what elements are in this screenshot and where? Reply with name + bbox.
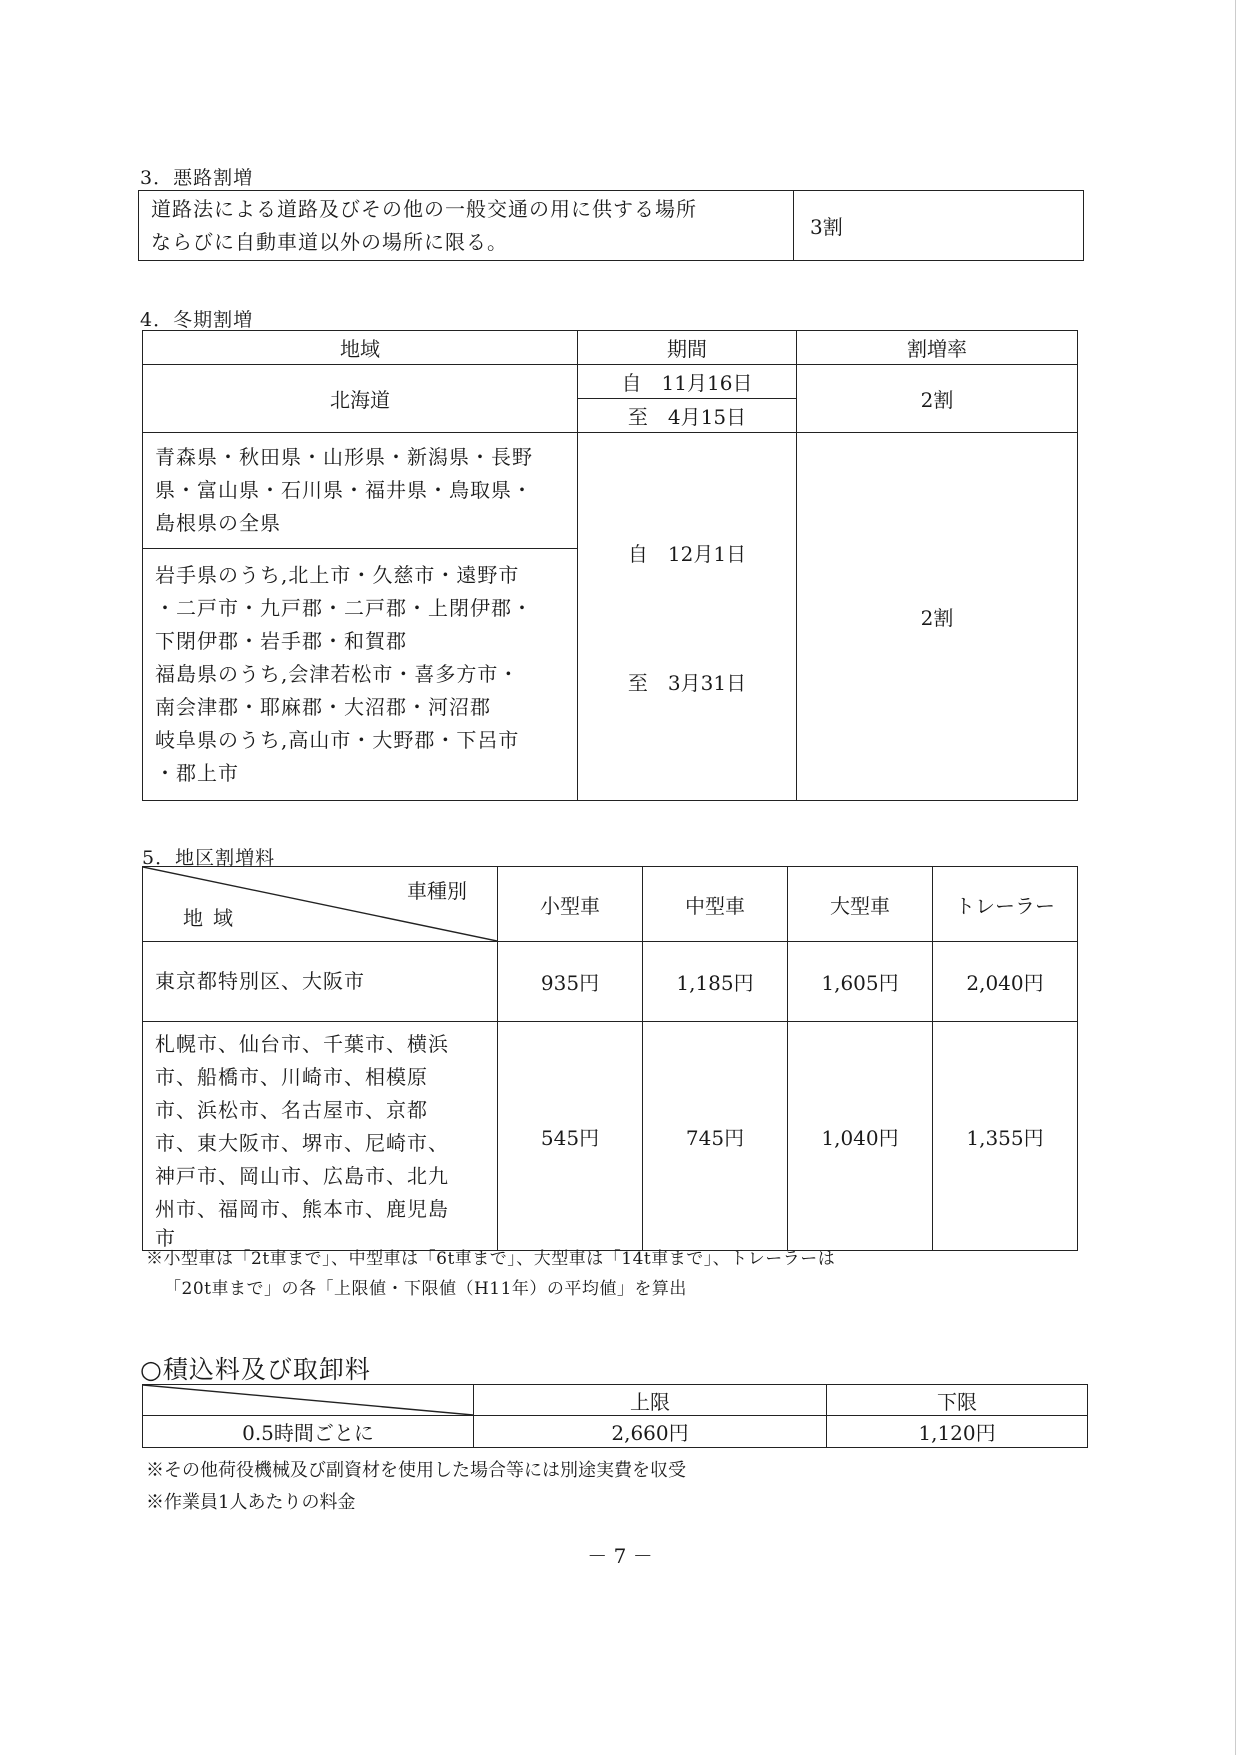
district-cell: 2,040円 [933, 942, 1078, 1022]
winter-region-b-line: 下閉伊郡・岩手郡・和賀郡 [155, 629, 407, 653]
diagonal-line [143, 1385, 473, 1415]
winter-surcharge-table [142, 330, 1078, 801]
winter-row2-region-b [143, 549, 578, 801]
district-region-line: 市 [155, 1226, 176, 1250]
district-corner-bottom: 地域 [183, 906, 243, 930]
district-cell: 1,040円 [788, 1022, 933, 1251]
loading-fee-table [142, 1384, 1088, 1448]
rough-road-condition-cell [139, 191, 794, 261]
district-note-line2: 「20t車まで」の各「上限値・下限値（H11年）の平均値」を算出 [164, 1279, 687, 1299]
district-region-line: 市、浜松市、名古屋市、京都 [155, 1098, 428, 1122]
winter-row2-region-a [143, 433, 578, 549]
district-region-line: 市、東大阪市、堺市、尼崎市、 [155, 1131, 449, 1155]
loading-note2: ※作業員1人あたりの料金 [146, 1492, 356, 1513]
winter-row1-rate: 2割 [797, 365, 1078, 433]
loading-lower-value: 1,120円 [827, 1416, 1088, 1448]
winter-region-b-line: 岐阜県のうち,高山市・大野郡・下呂市 [155, 728, 520, 752]
loading-header-lower: 下限 [827, 1385, 1088, 1416]
loading-upper-value: 2,660円 [474, 1416, 827, 1448]
section5-heading: 5．地区割増料 [142, 847, 276, 869]
district-cell: 745円 [643, 1022, 788, 1251]
district-cell: 935円 [498, 942, 643, 1022]
district-region-line: 市、船橋市、川崎市、相模原 [155, 1065, 428, 1089]
winter-region-b-line: 福島県のうち,会津若松市・喜多方市・ [155, 662, 520, 686]
loading-heading: ○積込料及び取卸料 [140, 1355, 371, 1384]
winter-row2-rate: 2割 [797, 433, 1078, 801]
district-cell: 1,605円 [788, 942, 933, 1022]
winter-region-b-line: ・郡上市 [155, 761, 239, 785]
winter-region-a-line: 青森県・秋田県・山形県・新潟県・長野 [155, 445, 533, 469]
loading-header-upper: 上限 [474, 1385, 827, 1416]
district-cell: 1,185円 [643, 942, 788, 1022]
section4-heading: 4．冬期割増 [140, 309, 254, 331]
district-region-line: 神戸市、岡山市、広島市、北九 [155, 1164, 449, 1188]
loading-row-label: 0.5時間ごとに [143, 1416, 474, 1448]
district-corner-top: 車種別 [407, 879, 467, 903]
winter-region-a-line: 島根県の全県 [155, 511, 281, 535]
district-corner-cell [143, 867, 498, 942]
winter-header-period: 期間 [578, 331, 797, 365]
rough-road-table [138, 190, 1084, 261]
winter-row2-to: 至 3月31日 [627, 670, 747, 695]
winter-row1-from: 自 11月16日 [578, 365, 797, 399]
district-header: トレーラー [933, 867, 1078, 942]
winter-region-b-line: ・二戸市・九戸郡・二戸郡・上閉伊郡・ [155, 596, 533, 620]
district-cell: 545円 [498, 1022, 643, 1251]
winter-row1-region: 北海道 [143, 365, 578, 433]
winter-region-b-line: 南会津郡・耶麻郡・大沼郡・河沼郡 [155, 695, 491, 719]
winter-region-a-line: 県・富山県・石川県・福井県・鳥取県・ [155, 478, 533, 502]
loading-corner-cell [143, 1385, 474, 1416]
winter-header-region: 地域 [143, 331, 578, 365]
winter-region-b-line: 岩手県のうち,北上市・久慈市・遠野市 [155, 563, 520, 587]
section3-heading: 3．悪路割増 [140, 167, 254, 189]
rough-road-rate: 3割 [810, 215, 843, 239]
winter-row1-to: 至 4月15日 [578, 399, 797, 433]
district-region-line: 札幌市、仙台市、千葉市、横浜 [155, 1032, 449, 1056]
winter-row2-from: 自 12月1日 [627, 541, 747, 566]
rough-road-rate-cell [794, 191, 1084, 261]
scan-edge-mark [1235, 0, 1236, 1755]
rough-road-condition-line2: ならびに自動車道以外の場所に限る。 [151, 229, 508, 254]
winter-row2-period [578, 433, 797, 801]
district-row-region [143, 942, 498, 1022]
district-surcharge-table [142, 866, 1078, 1251]
page-number: － 7 － [587, 1544, 653, 1568]
winter-header-rate: 割増率 [797, 331, 1078, 365]
rough-road-condition-line1: 道路法による道路及びその他の一般交通の用に供する場所 [151, 196, 697, 221]
district-header: 大型車 [788, 867, 933, 942]
district-note-line1: ※小型車は「2t車まで」、中型車は「6t車まで」、大型車は「14t車まで」、トレーラーは [146, 1249, 836, 1269]
loading-note1: ※その他荷役機械及び副資材を使用した場合等には別途実費を収受 [146, 1460, 686, 1481]
district-header: 小型車 [498, 867, 643, 942]
district-cell: 1,355円 [933, 1022, 1078, 1251]
district-region-line: 州市、福岡市、熊本市、鹿児島 [155, 1197, 449, 1221]
district-row-region [143, 1022, 498, 1251]
district-header: 中型車 [643, 867, 788, 942]
district-region-line: 東京都特別区、大阪市 [155, 969, 365, 993]
